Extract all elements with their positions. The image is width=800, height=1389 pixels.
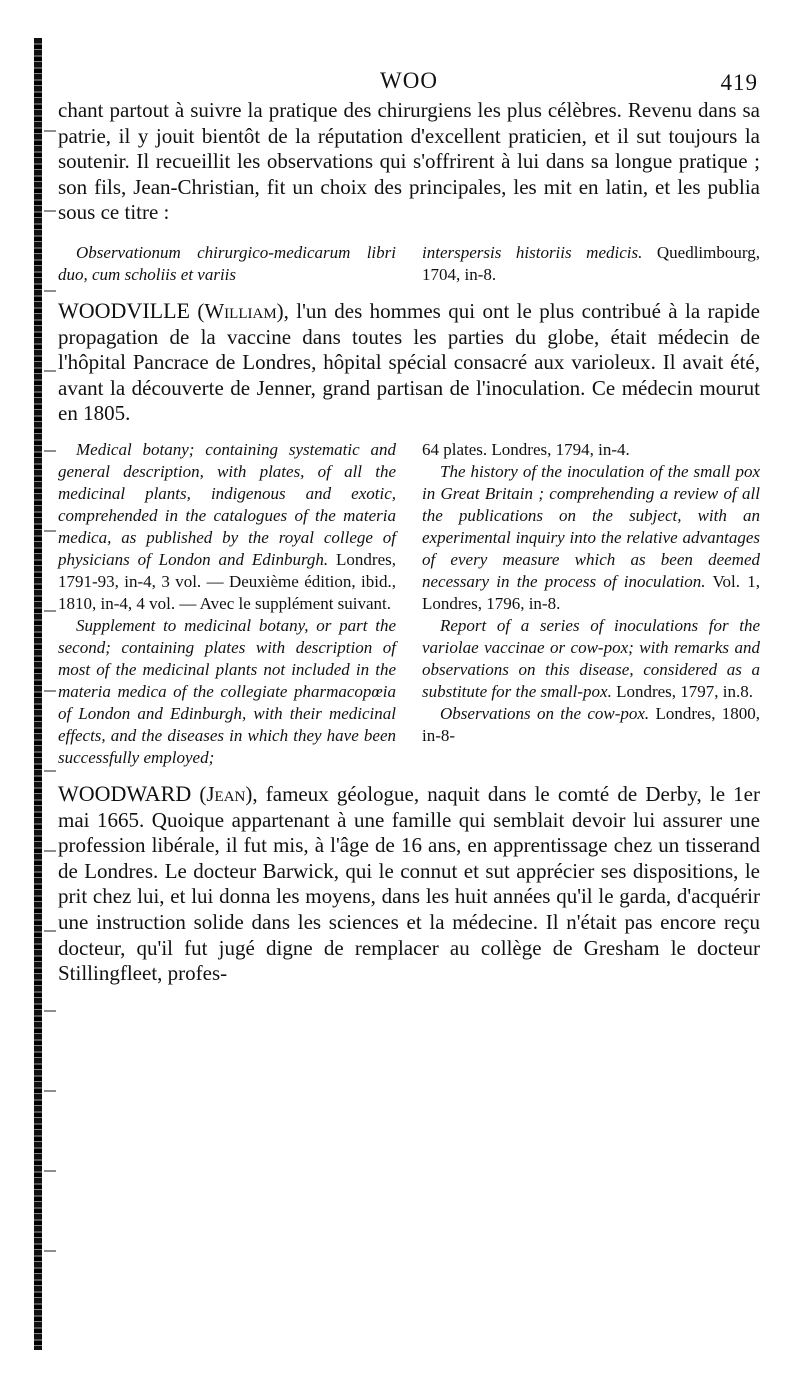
entry-name: WOODWARD	[58, 780, 192, 806]
running-title: WOO	[380, 68, 438, 93]
intro-text: chant partout à suivre la pratique des chirurgiens les plus célèbres. Revenu dans sa patrie, il y jouit bientôt de la réputation d'excellent praticien, et il sut toujours la soutenir. Il recueillit les observations qui s'offrirent à lui dans sa longue pratique ; son fils, Jean-Christian, fit un choix des principales, les mit en latin, et les publia sous ce titre :	[58, 98, 760, 225]
entry-forename: William	[204, 298, 277, 323]
biblio-col-right	[422, 439, 760, 769]
book-title-cont: interspersis historiis medicis.	[422, 242, 643, 262]
entry-woodward: WOODWARD (Jean), fameux géologue, naquit dans le comté de Derby, le 1er mai 1665. Quoique appartenant à une famille qui semblait devoir lui assurer une profession libérale, il fut mis, à l'âge de 16 ans, en apprentissage chez un tisserand de Londres. Le docteur Barwick, qui le connut et sut apprécier ses dispositions, le prit chez lui, et lui donna les moyens, dans les huit années qu'il le garda, d'acquérir une instruction solide dans les sciences et la médecine. Il n'était pas encore reçu docteur, qu'il fut jugé digne de remplacer au collège de Gresham le docteur Stillingfleet, profes-	[58, 780, 760, 986]
binding-shadow	[44, 90, 56, 1330]
book-title: The history of the inoculation of the small pox in Great Britain ; comprehending a review of all the publications on the subject, with an experimental inquiry into the relative advantages of every measure which as been deemed necessary in the process of inoculation.	[422, 461, 760, 591]
book-title: Observationum chirurgico-medicarum libri duo, cum scholiis et variis	[58, 242, 396, 284]
entry-text: , l'un des hommes qui ont le plus contribué à la rapide propagation de la vaccine dans toutes les parties du globe, était médecin de l'hôpital Pancrace de Londres, hôpital spécial consacré aux varioleux. Il avait été, avant la découverte de Jenner, grand partisan de l'inoculation. Ce médecin mourut en 1805.	[58, 298, 761, 426]
book-title: Medical botany; containing systematic and general description, with plates, of all the medicinal plants, indigenous and exotic, comprehended in the catalogues of the materia medica, as published by the royal college of physicians of London and Edinburgh.	[58, 439, 396, 569]
biblio-col-right	[422, 242, 760, 286]
book-publication: Quedlimbourg, 1704, in-8.	[422, 242, 760, 284]
bibliography-woodville	[58, 439, 760, 769]
book-page	[58, 68, 760, 987]
biblio-col-left	[58, 242, 396, 286]
biblio-col-left	[58, 439, 396, 769]
entry-text: , fameux géologue, naquit dans le comté de Derby, le 1er mai 1665. Quoique appartenant à une famille qui semblait devoir lui assurer une profession libérale, il fut mis, à l'âge de 16 ans, en apprentissage chez un tisserand de Londres. Le docteur Barwick, qui le connut et sut apprécier ses dispositions, le prit chez lui, et lui donna les moyens, dans les huit années qu'il le garda, d'acquérir une instruction solide dans les sciences et la médecine. Il n'était pas encore reçu docteur, qu'il fut jugé digne de remplacer au collège de Gresham le docteur Stillingfleet, profes-	[58, 781, 760, 986]
entry-name: WOODVILLE	[58, 297, 190, 323]
book-publication: Vol. 1, Londres, 1796, in-8.	[422, 571, 760, 613]
book-publication: Londres, 1797, in.8.	[616, 681, 754, 701]
book-binding-edge	[34, 38, 42, 1350]
book-title: Report of a series of inoculations for the variolae vaccinae or cow-pox; with remarks and observations on this disease, considered as a substitute for the small-pox.	[422, 615, 760, 701]
running-head	[58, 68, 760, 96]
book-title: Supplement to medicinal botany, or part the second; containing plates with description of most of the medicinal plants not included in the materia medica of the collegiate pharmacopœia of London and Edinburgh, with their medicinal effects, and the diseases in which they have been successfully employed;	[58, 615, 396, 767]
entry-forename: Jean	[206, 781, 246, 806]
book-title: Observations on the cow-pox.	[440, 703, 650, 723]
intro-paragraph	[58, 98, 760, 226]
book-publication: Londres, 1791-93, in-4, 3 vol. — Deuxième édition, ibid., 1810, in-4, 4 vol. — Avec le supplément suivant.	[58, 549, 397, 613]
book-publication: Londres, 1800, in-8-	[422, 703, 760, 745]
bibliography-woodward-father	[58, 242, 760, 286]
book-publication: 64 plates. Londres, 1794, in-4.	[422, 439, 630, 459]
page-number: 419	[720, 70, 758, 95]
entry-woodville: WOODVILLE (William), l'un des hommes qui ont le plus contribué à la rapide propagation de la vaccine dans toutes les parties du globe, était médecin de l'hôpital Pancrace de Londres, hôpital spécial consacré aux varioleux. Il avait été, avant la découverte de Jenner, grand partisan de l'inoculation. Ce médecin mourut en 1805.	[58, 297, 761, 426]
